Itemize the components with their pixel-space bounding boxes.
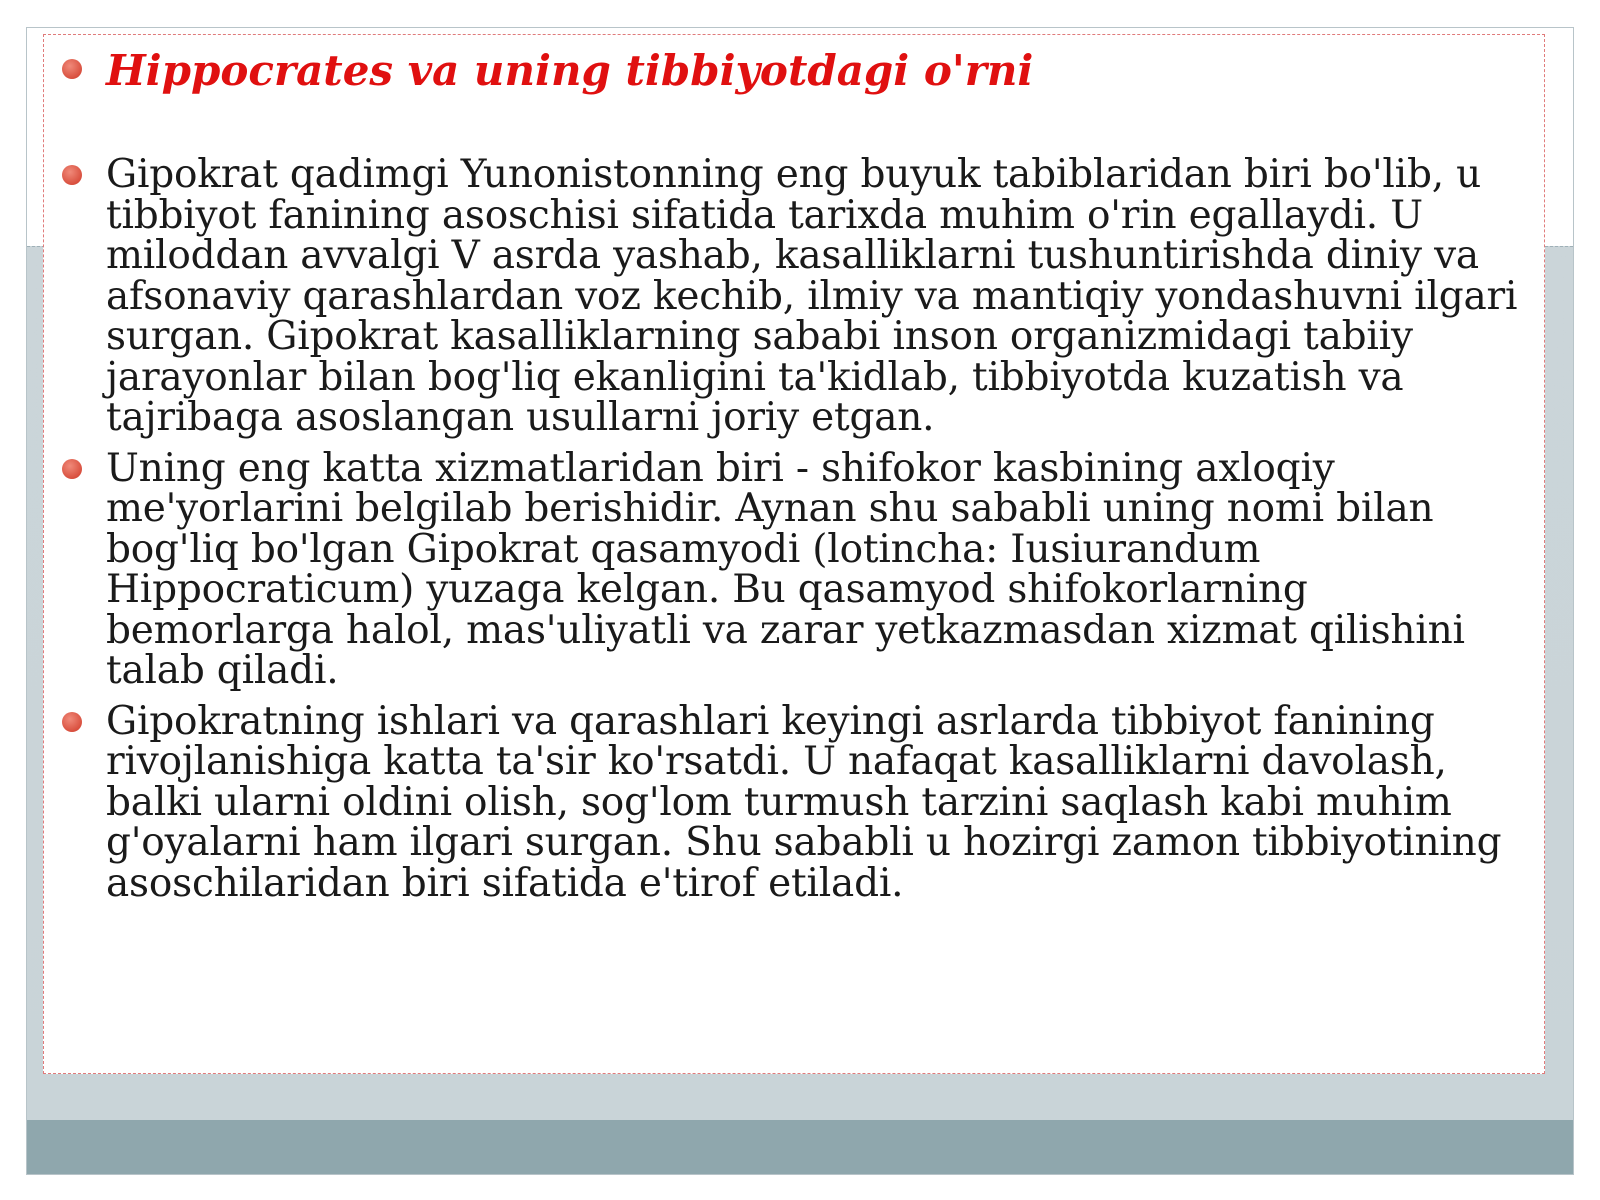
bullet-icon bbox=[62, 59, 82, 79]
slide bbox=[26, 27, 1574, 1175]
list-item bbox=[44, 445, 1544, 693]
bullet-icon bbox=[62, 459, 82, 479]
bullet-list bbox=[44, 35, 1544, 904]
title-text: Hippocrates va uning tibbiyotdagi o'rni bbox=[106, 46, 1034, 95]
list-item bbox=[44, 698, 1544, 906]
slide-title bbox=[44, 43, 1544, 99]
paragraph-text: Gipokrat qadimgi Yunonistonning eng buyuk tabiblaridan biri bo'lib, u tibbiyot fanining asoschisi sifatida tarixda muhim o'rin egallaydi. U miloddan avvalgi V asrda yashab, kasalliklarni tushuntirishda diniy va afsonaviy qarashlardan voz kechib, ilmiy va mantiqiy yondashuvni ilgari surgan. Gipokrat kasalliklarning sababi inson organizmidagi tabiiy jarayonlar bilan bog'liq ekanligini ta'kidlab, tibbiyotda kuzatish va tajribaga asoslangan usullarni joriy etgan. bbox=[106, 152, 1518, 440]
bullet-icon bbox=[62, 165, 82, 185]
bullet-icon bbox=[62, 712, 82, 732]
footer-band bbox=[27, 1120, 1573, 1174]
paragraph-text: Gipokratning ishlari va qarashlari keyingi asrlarda tibbiyot fanining rivojlanishiga katta ta'sir ko'rsatdi. U nafaqat kasalliklarni davolash, balki ularni oldini olish, sog'lom turmush tarzini saqlash kabi muhim g'oyalarni ham ilgari surgan. Shu sababli u hozirgi zamon tibbiyotining asoschilaridan biri sifatida e'tirof etiladi. bbox=[106, 698, 1502, 906]
paragraph-text: Uning eng katta xizmatlaridan biri - shifokor kasbining axloqiy me'yorlarini belgilab berishidir. Aynan shu sababli uning nomi bilan bog'liq bo'lgan Gipokrat qasamyodi (lotincha: Iusiurandum Hippocraticum) yuzaga kelgan. Bu qasamyod shifokorlarning bemorlarga halol, mas'uliyatli va zarar yetkazmasdan xizmat qilishini talab qiladi. bbox=[106, 445, 1465, 693]
list-item bbox=[44, 152, 1544, 440]
content-placeholder[interactable] bbox=[43, 34, 1545, 1074]
